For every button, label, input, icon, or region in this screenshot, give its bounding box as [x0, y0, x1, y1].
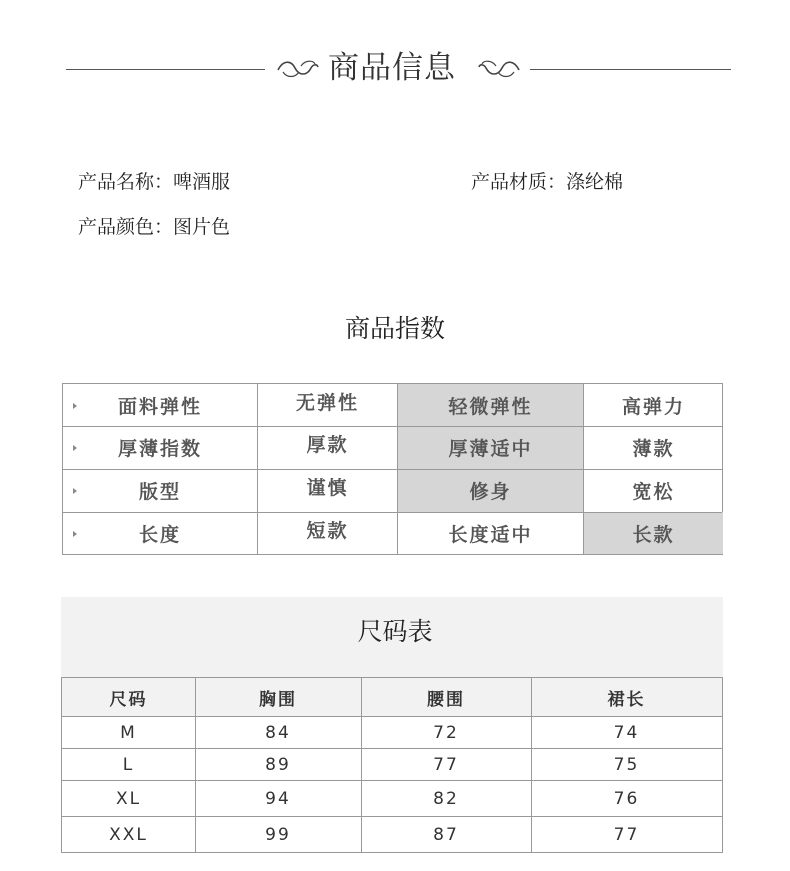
size-cell: M [120, 722, 137, 743]
index-option-selected: 厚薄适中 [448, 438, 533, 460]
size-cell: 77 [613, 824, 640, 845]
size-cell: 99 [265, 824, 291, 845]
size-cell: 94 [265, 788, 291, 809]
size-cell: XXL [109, 824, 148, 845]
page-title: 商品信息 [328, 50, 456, 86]
index-option: 短款 [306, 519, 349, 542]
size-cell: 82 [433, 788, 459, 809]
size-table [61, 677, 723, 853]
size-cell: 75 [613, 754, 640, 775]
product-name: 产品名称：啤酒服 [78, 171, 231, 193]
index-row-label: 厚薄指数 [117, 438, 202, 460]
size-cell: 72 [433, 722, 459, 743]
header-divider-left [66, 69, 265, 70]
size-col-header: 尺码 [62, 678, 195, 716]
product-material: 产品材质：涤纶棉 [471, 171, 624, 193]
index-option: 薄款 [632, 438, 675, 460]
size-cell: 89 [265, 754, 291, 775]
size-cell: XL [115, 788, 142, 809]
index-option: 宽松 [632, 481, 675, 503]
swirl-ornament-left-icon [275, 56, 321, 82]
size-cell: 74 [613, 722, 640, 743]
product-color: 产品颜色：图片色 [78, 216, 231, 238]
size-col-header: 裙长 [531, 678, 722, 716]
size-cell: 84 [265, 722, 291, 743]
index-option-selected: 轻微弹性 [448, 395, 533, 418]
index-option: 长度适中 [448, 523, 533, 546]
size-cell: 76 [613, 788, 640, 809]
size-col-header: 胸围 [195, 678, 361, 716]
index-option: 无弹性 [295, 391, 359, 414]
index-option-selected: 修身 [469, 481, 512, 503]
size-cell: 87 [433, 824, 459, 845]
index-option: 谨慎 [306, 477, 349, 499]
index-option: 厚款 [306, 434, 349, 456]
index-title: 商品指数 [344, 314, 445, 343]
index-option: 高弹力 [621, 395, 685, 418]
index-table [62, 383, 723, 555]
size-table-title: 尺码表 [357, 617, 433, 646]
size-cell: L [122, 754, 135, 775]
index-row-label: 长度 [138, 523, 181, 546]
swirl-ornament-right-icon [476, 56, 522, 82]
index-row-label: 面料弹性 [117, 395, 202, 418]
index-option-selected: 长款 [632, 523, 675, 546]
size-cell: 77 [433, 754, 459, 775]
size-col-header: 腰围 [361, 678, 531, 716]
index-row-label: 版型 [138, 481, 181, 503]
header-divider-right [530, 69, 731, 70]
